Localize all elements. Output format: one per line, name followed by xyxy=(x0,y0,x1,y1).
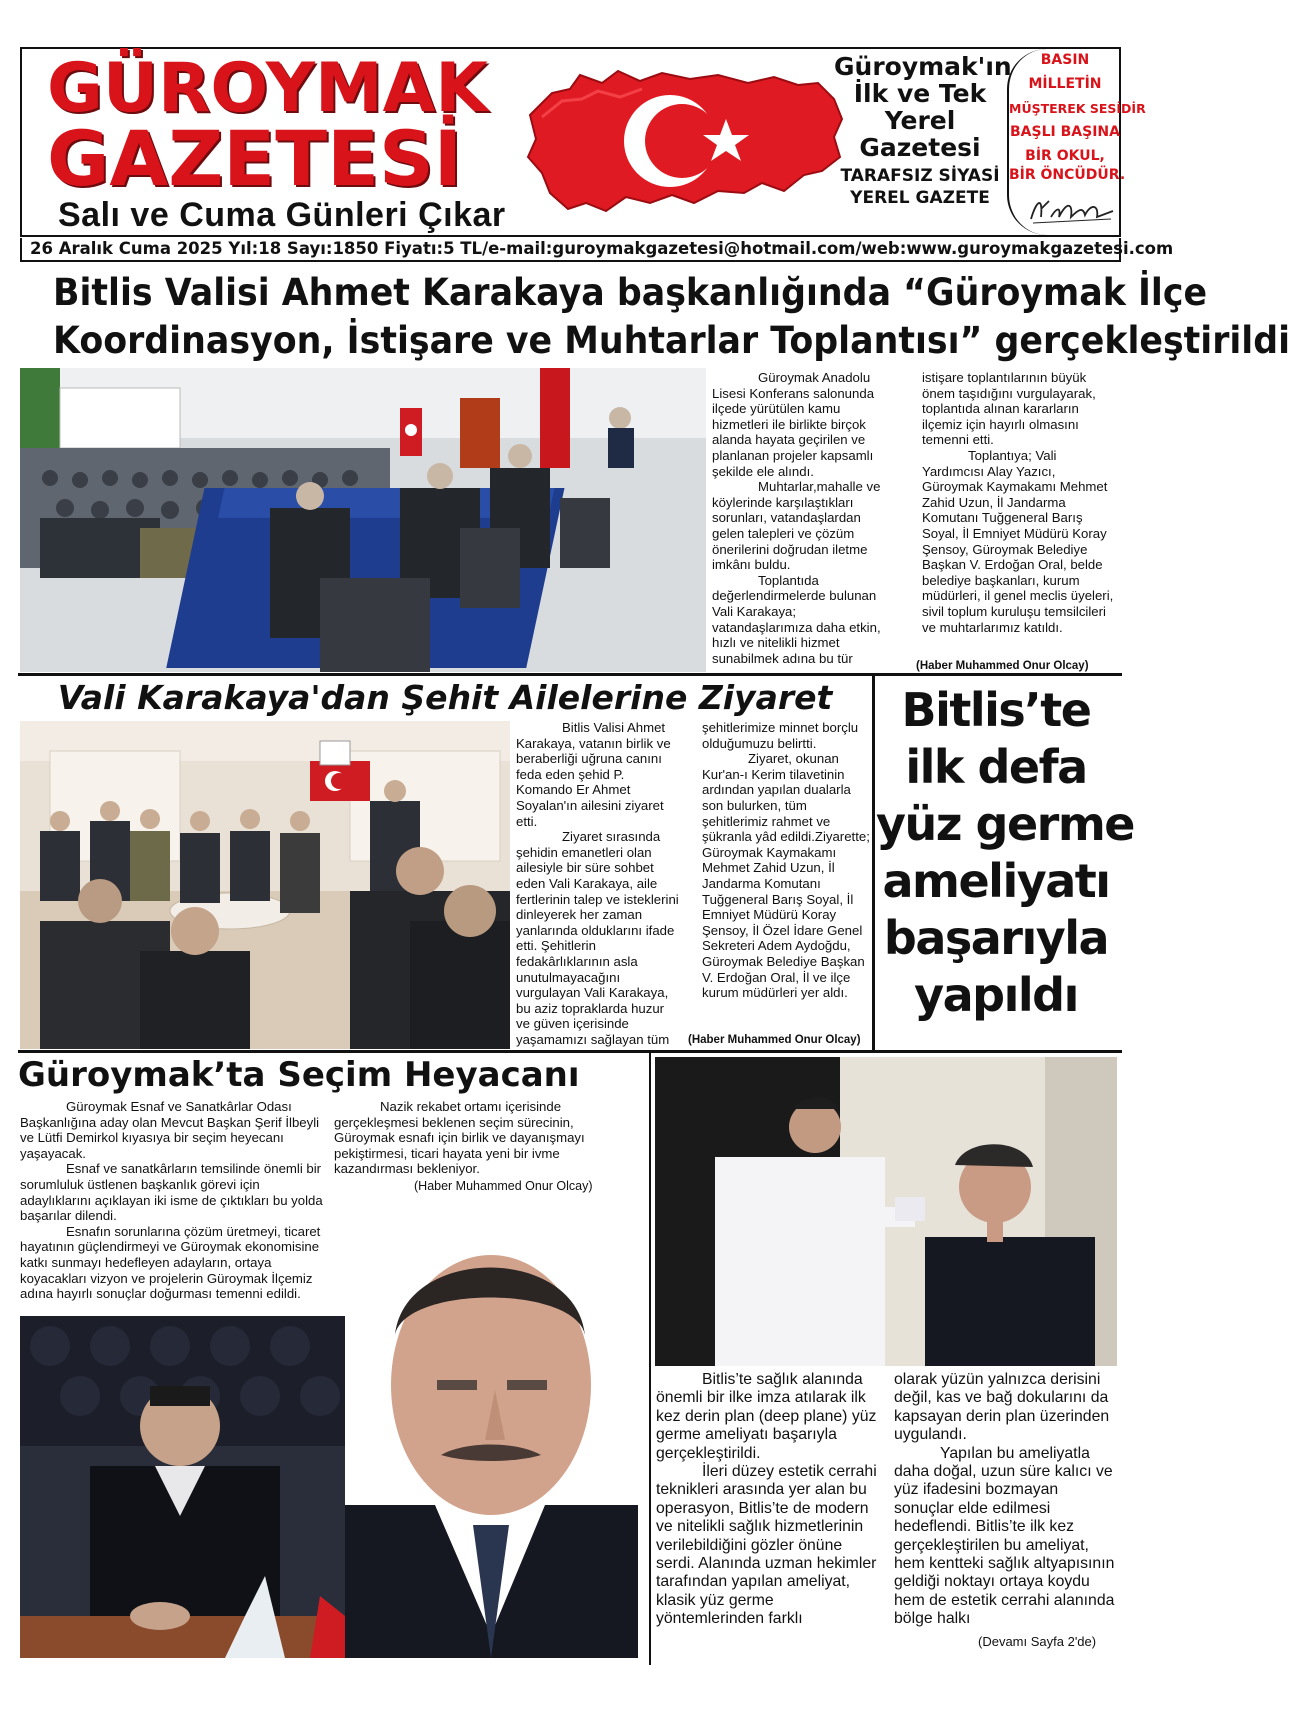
masthead-tagline: Salı ve Cuma Günleri Çıkar xyxy=(58,196,506,234)
masthead-slogan-block xyxy=(834,52,1012,233)
lead-story-column-2 xyxy=(922,370,1118,635)
slogan-line-4: Gazetesi xyxy=(859,133,981,162)
sehit-paragraph-3: şehitlerimize minnet borçlu olduğumuzu belirtti. xyxy=(702,720,859,751)
slogan-small-line-2: YEREL GAZETE xyxy=(850,188,990,208)
surgery-photo[interactable] xyxy=(655,1057,1117,1366)
election-paragraph-2: Esnaf ve sanatkârların temsilinde önemli bir sorumluluk üstlenen başkanlık görevi için adaylıklarını açıklayan iki isme de çıktıkları bu yolda başarılar dilendi. xyxy=(20,1161,323,1224)
facelift-paragraph-3: olarak yüzün yalnızca derisini değil, kas ve bağ dokularını da kapsayan derin plan üzerinden uygulandı. xyxy=(894,1371,1110,1444)
facelift-headline-line-4: ameliyatı xyxy=(882,854,1110,908)
candidate-portrait-headshot[interactable] xyxy=(345,1205,638,1658)
quote-line-3: MÜŞTEREK SESİDİR xyxy=(1009,101,1146,116)
lead-byline: (Haber Muhammed Onur Olcay) xyxy=(916,660,1089,672)
sehit-paragraph-4: Ziyaret, okunan Kur'an-ı Kerim tilavetinin ardından yapılan dualarla son bulurken, tüm şehitlerimiz rahmet ve şükranla yâd edildi.Ziyarette; Güroymak Kaymakamı Mehmet Zahid Uzun, İl Jandarma Komutanı Tuğgeneral Barış Soyal, İl Emniyet Müdürü Koray Şensoy, İl Özel İdare Genel Sekreteri Adem Aydoğdu, Güroymak Belediye Başkan V. Erdoğan Oral, İl ve ilçe kurum müdürleri yer aldı. xyxy=(702,751,870,1001)
ataturk-signature-icon xyxy=(1027,189,1117,229)
election-paragraph-4: Nazik rekabet ortamı içerisinde gerçekleşmesi beklenen seçim sürecinin, Güroymak esnafı için birlik ve dayanışmayı pekiştirmesi, ticari hayata yeni bir ivme kazandırması bekleniyor. xyxy=(334,1099,585,1177)
lead-paragraph-1: Güroymak Anadolu Lisesi Konferans salonunda ilçede yürütülen kamu hizmetleri ile birlikte birçok alanda hayata geçirilen ve planlanan projeler kapsamlı şekilde ele alındı. xyxy=(712,370,875,479)
lead-paragraph-4: istişare toplantılarının büyük önem taşıdığını vurgulayarak, toplantıda alınan kararların ilçemiz için hayırlı olmasını temenni etti. xyxy=(922,370,1096,448)
meeting-photo[interactable] xyxy=(20,368,706,672)
sehit-story-column-2 xyxy=(702,720,870,1001)
logo-title-line1[interactable]: GÜROYMAK xyxy=(47,49,489,128)
issue-info-bar: 26 Aralık Cuma 2025 Yıl:18 Sayı:1850 Fiyatı:5 TL/e-mail:guroymakgazetesi@hotmail.com/web:www.guroymakgazetesi.com xyxy=(20,238,1121,262)
sehit-story-column-1 xyxy=(516,720,680,1047)
lead-paragraph-2: Muhtarlar,mahalle ve köylerinde karşılaştıkları sorunları, vatandaşlardan gelen talepleri ve çözüm önerilerini doğrudan iletme imkânı buldu. xyxy=(712,479,881,573)
facelift-story-column-1 xyxy=(656,1371,878,1629)
facelift-headline-line-5: başarıyla xyxy=(883,911,1109,965)
facelift-headline-line-2: ilk defa xyxy=(905,740,1087,794)
slogan-line-2: İlk ve Tek xyxy=(853,79,987,108)
facelift-headline[interactable] xyxy=(876,682,1134,1024)
sehit-visit-heading[interactable]: Vali Karakaya'dan Şehit Ailelerine Ziyaret xyxy=(57,678,833,717)
facelift-headline-line-6: yapıldı xyxy=(914,968,1078,1022)
lead-story-column-1 xyxy=(712,370,892,666)
lead-paragraph-5: Toplantıya; Vali Yardımcısı Alay Yazıcı, Güroymak Kaymakamı Mehmet Zahid Uzun, İl Jandarma Komutanı Tuğgeneral Barış Soyal, İl Emniyet Müdürü Koray Şensoy, Güroymak Belediye Başkan V. Erdoğan Oral, belde belediye başkanları, kurum müdürleri, il genel meclis üyeleri, sivil toplum kuruluşu temsilcileri ve muhtarlarımız katıldı. xyxy=(922,447,1114,635)
lead-headline-line2[interactable]: Koordinasyon, İstişare ve Muhtarlar Toplantısı” gerçekleştirildi xyxy=(53,319,1290,362)
sehit-byline: (Haber Muhammed Onur Olcay) xyxy=(688,1034,861,1046)
lead-paragraph-3: Toplantıda değerlendirmelerde bulunan Vali Karakaya; vatandaşlarımıza daha etkin, hızlı ve nitelikli hizmet sunabilmek adına bu tür xyxy=(712,572,881,666)
election-story-column-2 xyxy=(334,1099,634,1177)
slogan-line-3: Yerel xyxy=(884,106,956,135)
sehit-paragraph-1: Bitlis Valisi Ahmet Karakaya, vatanın birlik ve beraberliği uğruna canını feda eden şehid P. Komando Er Ahmet Soyalan'ın ailesini ziyaret etti. xyxy=(516,720,671,829)
election-story-column-1 xyxy=(20,1099,332,1302)
quote-line-1: BASIN xyxy=(1040,52,1090,68)
ataturk-quote-block xyxy=(1007,49,1146,235)
column-divider xyxy=(872,676,875,1050)
candidate-portrait-seated[interactable] xyxy=(20,1316,345,1658)
facelift-headline-line-3: yüz germe xyxy=(876,797,1134,851)
election-paragraph-3: Esnafın sorunlarına çözüm üretmeyi, ticaret hayatının güçlendirmeyi ve Güroymak ekonomisine katkı sunmayı hedefleyen adayların, ortaya koyacakları vizyon ve projelerin Güroymak İlçemiz adına hayırlı sonuçlar doğurması temenni edildi. xyxy=(20,1223,321,1302)
visit-photo[interactable] xyxy=(20,721,510,1049)
sehit-paragraph-2: Ziyaret sırasında şehidin emanetleri olan ailesiyle bir süre sohbet eden Vali Karakaya, aile fertlerinin talep ve isteklerini dinleyerek her zaman yanlarında olduklarını ifade etti. Şehitlerin fedakârlıklarının asla unutulmayacağını vurgulayan Vali Karakaya, bu aziz topraklarda huzur ve güven içerisinde yaşamamızı sağlayan tüm xyxy=(516,829,679,1047)
facelift-paragraph-2: İleri düzey estetik cerrahi teknikleri arasında yer alan bu operasyon, Bitlis’te de modern ve nitelikli sağlık hizmetlerinin verilebildiğini gözler önüne serdi. Alanında uzman hekimler tarafından yapılan ameliyat, klasik yüz germe yöntemlerinden farklı xyxy=(656,1463,877,1628)
column-divider xyxy=(649,1053,651,1665)
facelift-story-column-2 xyxy=(894,1371,1116,1629)
facelift-headline-line-1: Bitlis’te xyxy=(901,683,1091,737)
lead-headline-line1[interactable]: Bitlis Valisi Ahmet Karakaya başkanlığında “Güroymak İlçe xyxy=(53,271,1208,314)
slogan-small-line-1: TARAFSIZ SİYASİ xyxy=(840,166,1000,186)
quote-line-5: BİR OKUL, xyxy=(1025,148,1105,164)
quote-line-4: BAŞLI BAŞINA xyxy=(1010,124,1120,140)
slogan-line-1: Güroymak'ın xyxy=(834,52,1012,81)
continued-note[interactable]: (Devamı Sayfa 2'de) xyxy=(978,1634,1097,1649)
election-heading[interactable]: Güroymak’ta Seçim Heyacanı xyxy=(18,1055,580,1095)
masthead xyxy=(20,47,1146,237)
election-byline: (Haber Muhammed Onur Olcay) xyxy=(414,1179,593,1193)
facelift-paragraph-4: Yapılan bu ameliyatla daha doğal, uzun süre kalıcı ve yüz ifadesini bozmayan sonuçlar elde edilmesi hedeflendi. Bitlis’te ilk kez gerçekleştirilen bu ameliyat, hem kentteki sağlık altyapısının geldiği noktayı ortaya koydu hem de estetik cerrahi alanında bölge halkı xyxy=(894,1444,1115,1628)
election-paragraph-1: Güroymak Esnaf ve Sanatkârlar Odası Başkanlığına aday olan Mevcut Başkan Şerif İlbeyli ve Lütfi Demirkol kıyasıya bir seçim heyecanı yaşayacak. xyxy=(20,1099,320,1161)
logo-title-line2[interactable]: GAZETESİ xyxy=(47,114,462,203)
quote-line-2: MİLLETİN xyxy=(1028,76,1102,92)
facelift-paragraph-1: Bitlis’te sağlık alanında önemli bir ilke imza atılarak ilk kez derin plan (deep plane) yüz germe ameliyatı başarıyla gerçekleştirildi. xyxy=(656,1371,877,1462)
turkey-flag-map-icon xyxy=(522,53,847,233)
quote-line-6: BİR ÖNCÜDÜR. xyxy=(1009,167,1126,183)
